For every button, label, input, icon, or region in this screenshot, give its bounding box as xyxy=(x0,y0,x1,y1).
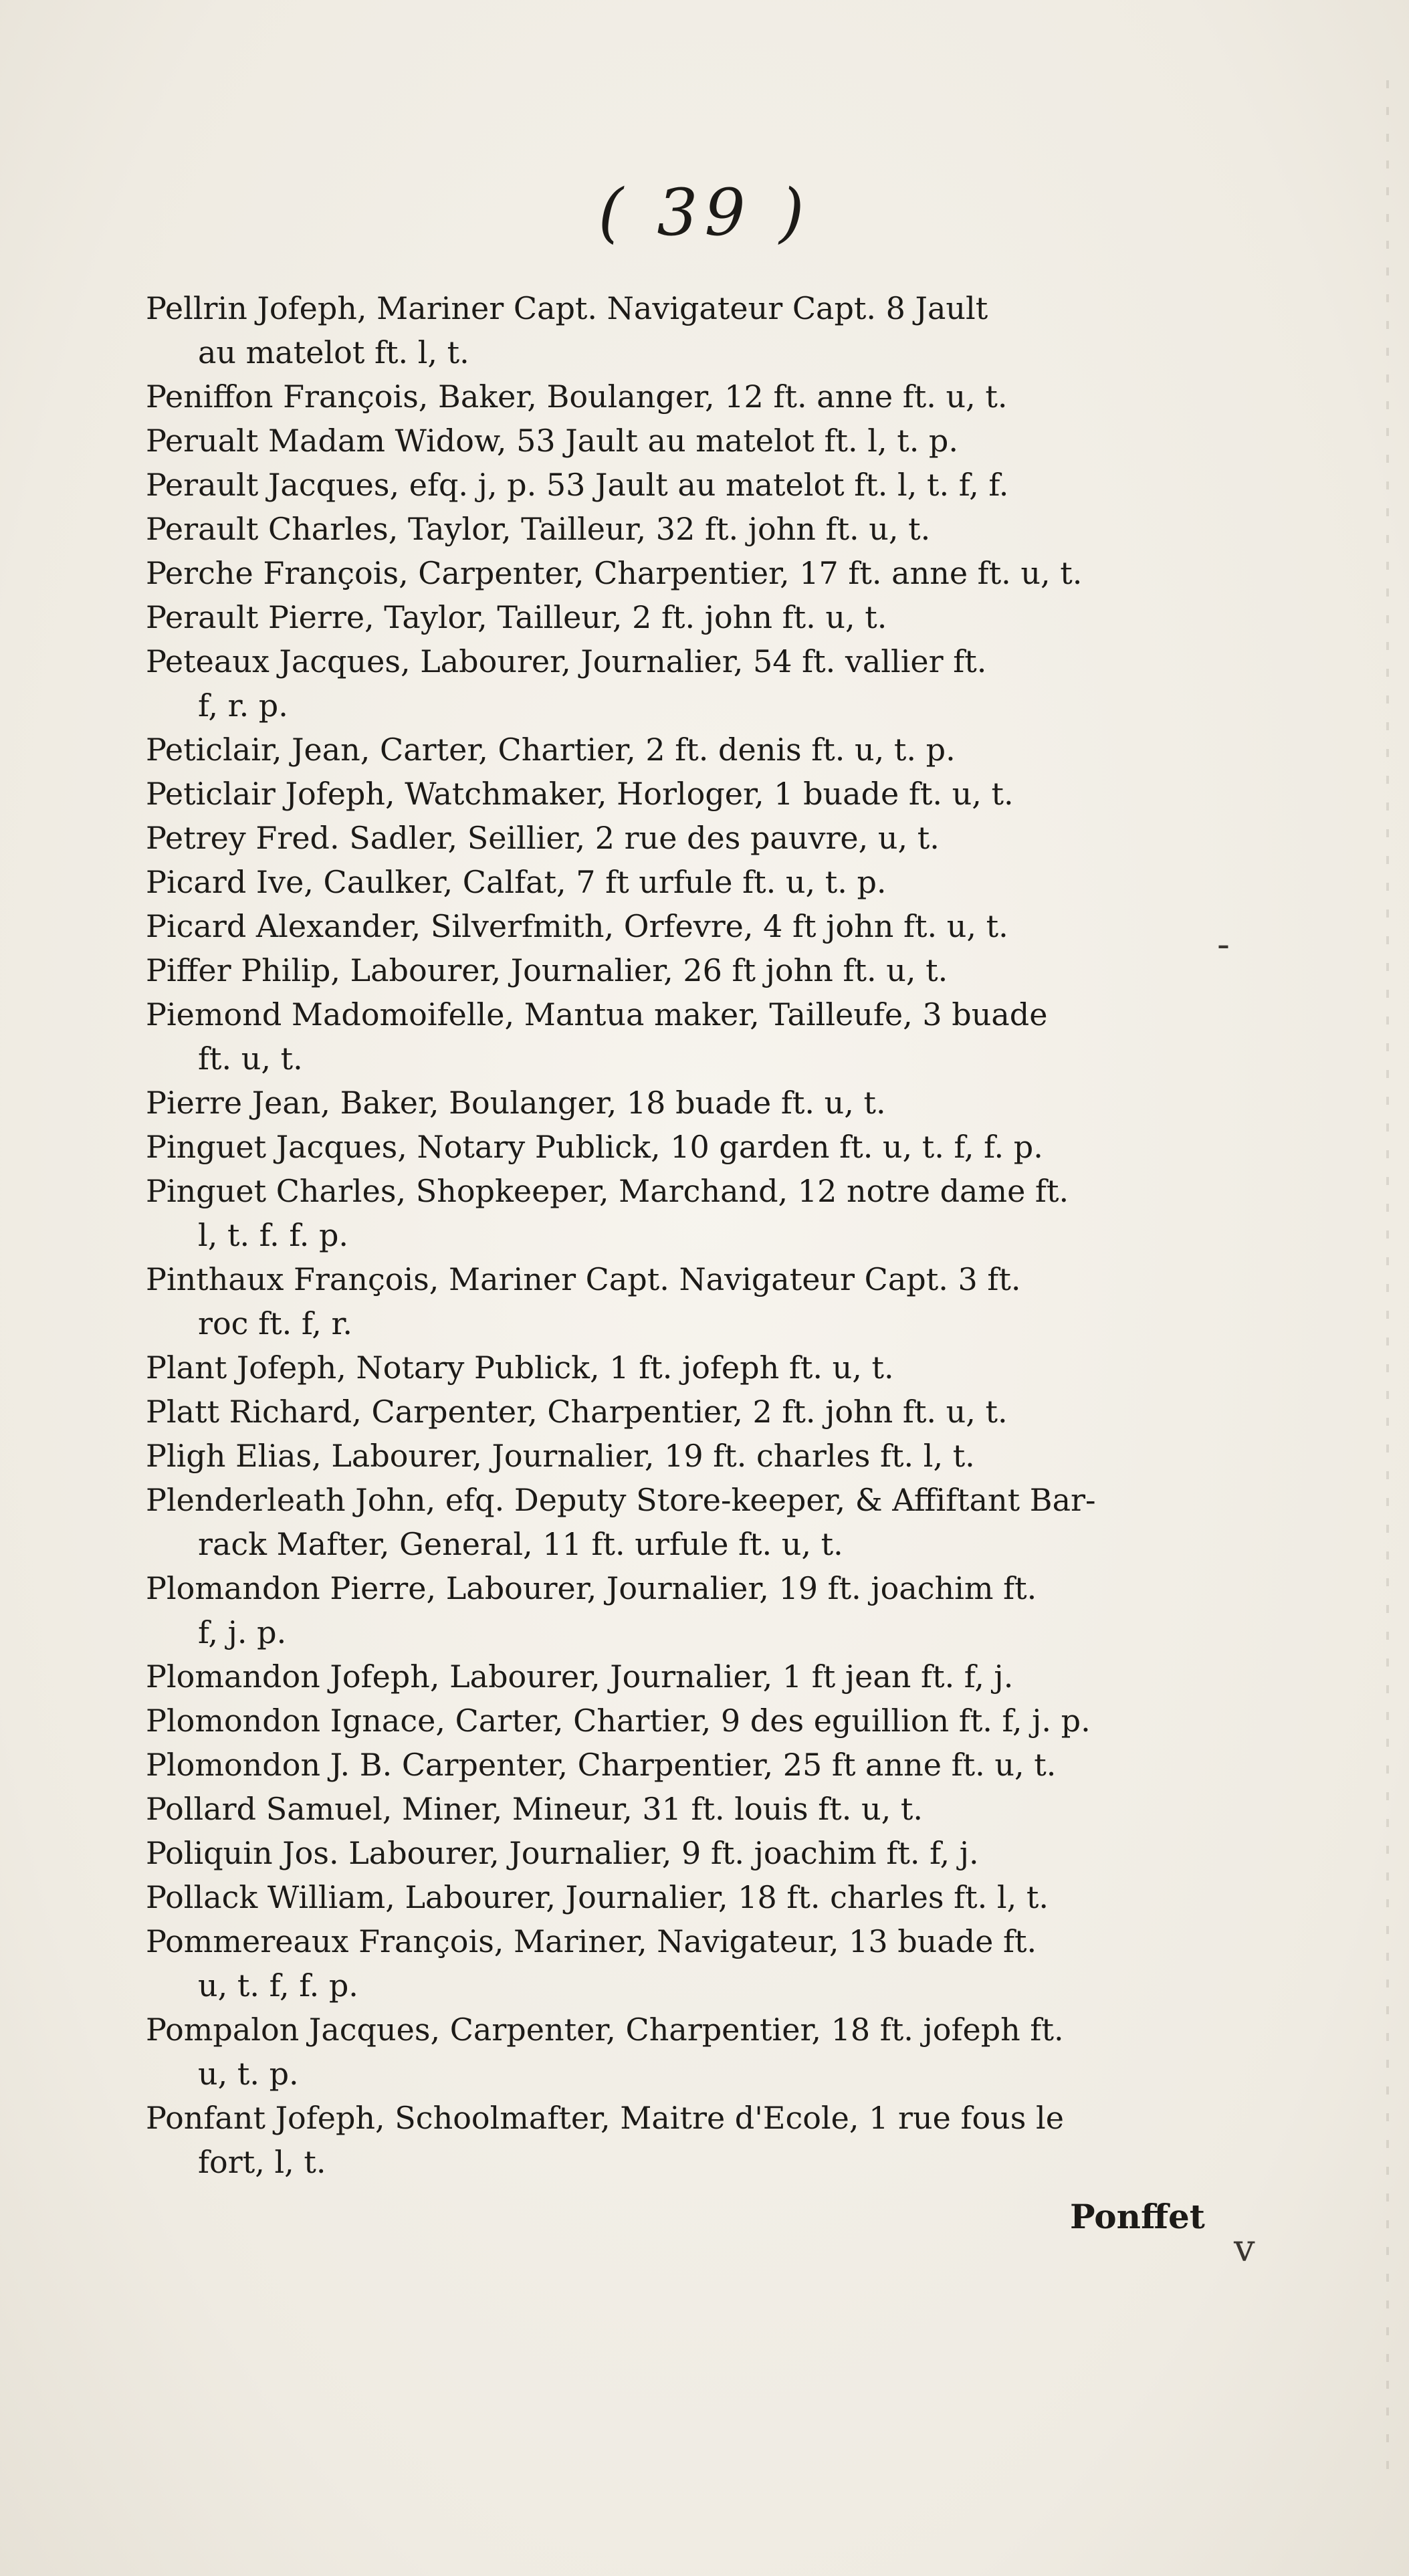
entry-line: Pollard Samuel, Miner, Mineur, 31 ft. louis ft. u, t. xyxy=(146,1791,923,1827)
page-number: ( 39 ) xyxy=(598,175,811,250)
entry-line: Platt Richard, Carpenter, Charpentier, 2 ft. john ft. u, t. xyxy=(146,1394,1008,1430)
entry-continuation-line: f, r. p. xyxy=(198,687,288,724)
entry-line: Pligh Elias, Labourer, Journalier, 19 ft. charles ft. l, t. xyxy=(146,1438,975,1474)
directory-entry xyxy=(146,1875,1216,1919)
entry-continuation-line: ft. u, t. xyxy=(198,1041,303,1077)
entry-line: Pompalon Jacques, Carpenter, Charpentier, 18 ft. jofeph ft. xyxy=(146,2012,1064,2048)
directory-entry xyxy=(146,1125,1216,1169)
directory-entry xyxy=(146,1831,1216,1875)
entry-line: Petrey Fred. Sadler, Seillier, 2 rue des pauvre, u, t. xyxy=(146,820,940,856)
directory-entry xyxy=(146,1699,1216,1743)
directory-entry xyxy=(146,1787,1216,1831)
entry-line: Pinguet Charles, Shopkeeper, Marchand, 12 notre dame ft. xyxy=(146,1173,1069,1209)
entry-line: Ponfant Jofeph, Schoolmafter, Maitre d'Ecole, 1 rue fous le xyxy=(146,2100,1064,2136)
entry-line: Pommereaux François, Mariner, Navigateur, 13 buade ft. xyxy=(146,1923,1037,1959)
entry-continuation-line: f, j. p. xyxy=(198,1614,287,1650)
directory-entry xyxy=(146,1257,1216,1346)
entry-line: Pinthaux François, Mariner Capt. Navigateur Capt. 3 ft. xyxy=(146,1261,1021,1297)
entry-line: Plomandon Pierre, Labourer, Journalier, 19 ft. joachim ft. xyxy=(146,1570,1037,1606)
directory-entry xyxy=(146,860,1216,904)
entry-line: Piemond Madomoifelle, Mantua maker, Tailleufe, 3 buade xyxy=(146,996,1048,1033)
entry-line: Perault Jacques, efq. j, p. 53 Jault au matelot ft. l, t. f, f. xyxy=(146,467,1009,503)
directory-entry xyxy=(146,639,1216,728)
entry-line: Perualt Madam Widow, 53 Jault au matelot ft. l, t. p. xyxy=(146,423,959,459)
entry-line: Peticlair Jofeph, Watchmaker, Horloger, 1 buade ft. u, t. xyxy=(146,776,1014,812)
entry-line: Peteaux Jacques, Labourer, Journalier, 54 ft. vallier ft. xyxy=(146,643,987,679)
directory-entry xyxy=(146,1654,1216,1699)
directory-entry xyxy=(146,1743,1216,1787)
entry-continuation-line: roc ft. f, r. xyxy=(198,1305,353,1341)
entry-line: Pollack William, Labourer, Journalier, 18 ft. charles ft. l, t. xyxy=(146,1879,1049,1915)
directory-entries xyxy=(146,286,1216,2184)
entry-continuation-line: u, t. f, f. p. xyxy=(198,1967,358,2004)
directory-entry xyxy=(146,286,1216,374)
directory-entry xyxy=(146,1566,1216,1654)
directory-entry xyxy=(146,728,1216,772)
entry-line: Pellrin Jofeph, Mariner Capt. Navigateur Capt. 8 Jault xyxy=(146,290,988,326)
directory-entry xyxy=(146,1346,1216,1390)
entry-line: Perault Charles, Taylor, Tailleur, 32 ft. john ft. u, t. xyxy=(146,511,931,547)
page-edge-texture xyxy=(1386,80,1389,2488)
entry-line: Plant Jofeph, Notary Publick, 1 ft. jofeph ft. u, t. xyxy=(146,1350,894,1386)
entry-line: Poliquin Jos. Labourer, Journalier, 9 ft. joachim ft. f, j. xyxy=(146,1835,979,1871)
entry-line: Plomondon Ignace, Carter, Chartier, 9 des eguillion ft. f, j. p. xyxy=(146,1703,1091,1739)
directory-entry xyxy=(146,2096,1216,2184)
entry-line: Piffer Philip, Labourer, Journalier, 26 ft john ft. u, t. xyxy=(146,952,948,988)
directory-entry xyxy=(146,595,1216,639)
entry-line: Picard Ive, Caulker, Calfat, 7 ft urfule ft. u, t. p. xyxy=(146,864,887,900)
directory-entry xyxy=(146,507,1216,551)
catchword: Ponffet xyxy=(1070,2197,1205,2236)
entry-line: Plomondon J. B. Carpenter, Charpentier, 25 ft anne ft. u, t. xyxy=(146,1747,1057,1783)
entry-line: Perault Pierre, Taylor, Tailleur, 2 ft. john ft. u, t. xyxy=(146,599,887,635)
directory-entry xyxy=(146,463,1216,507)
directory-entry xyxy=(146,992,1216,1081)
entry-line: Plomandon Jofeph, Labourer, Journalier, 1 ft jean ft. f, j. xyxy=(146,1658,1014,1695)
directory-entry xyxy=(146,1169,1216,1257)
directory-entry xyxy=(146,2008,1216,2096)
directory-entry xyxy=(146,419,1216,463)
directory-entry xyxy=(146,948,1216,992)
directory-entry xyxy=(146,1390,1216,1434)
entry-continuation-line: rack Mafter, General, 11 ft. urfule ft. u, t. xyxy=(198,1526,843,1562)
directory-entry xyxy=(146,1478,1216,1566)
entry-line: Pierre Jean, Baker, Boulanger, 18 buade ft. u, t. xyxy=(146,1085,886,1121)
stray-mark: - xyxy=(1217,923,1230,966)
entry-line: Picard Alexander, Silverfmith, Orfevre, 4 ft john ft. u, t. xyxy=(146,908,1008,944)
entry-line: Perche François, Carpenter, Charpentier, 17 ft. anne ft. u, t. xyxy=(146,555,1083,591)
entry-line: Pinguet Jacques, Notary Publick, 10 garden ft. u, t. f, f. p. xyxy=(146,1129,1043,1165)
entry-continuation-line: l, t. f. f. p. xyxy=(198,1217,349,1253)
stray-mark: v xyxy=(1234,2227,1255,2270)
directory-entry xyxy=(146,772,1216,816)
directory-entry xyxy=(146,1081,1216,1125)
directory-entry xyxy=(146,1434,1216,1478)
entry-line: Peticlair, Jean, Carter, Chartier, 2 ft. denis ft. u, t. p. xyxy=(146,732,956,768)
entry-continuation-line: au matelot ft. l, t. xyxy=(198,334,469,370)
entry-line: Plenderleath John, efq. Deputy Store-keeper, & Affiftant Bar- xyxy=(146,1482,1096,1518)
directory-entry xyxy=(146,1919,1216,2008)
entry-continuation-line: u, t. p. xyxy=(198,2056,299,2092)
directory-entry xyxy=(146,816,1216,860)
directory-entry xyxy=(146,374,1216,419)
directory-entry xyxy=(146,904,1216,948)
entry-line: Peniffon François, Baker, Boulanger, 12 ft. anne ft. u, t. xyxy=(146,379,1008,415)
directory-entry xyxy=(146,551,1216,595)
entry-continuation-line: fort, l, t. xyxy=(198,2144,326,2180)
